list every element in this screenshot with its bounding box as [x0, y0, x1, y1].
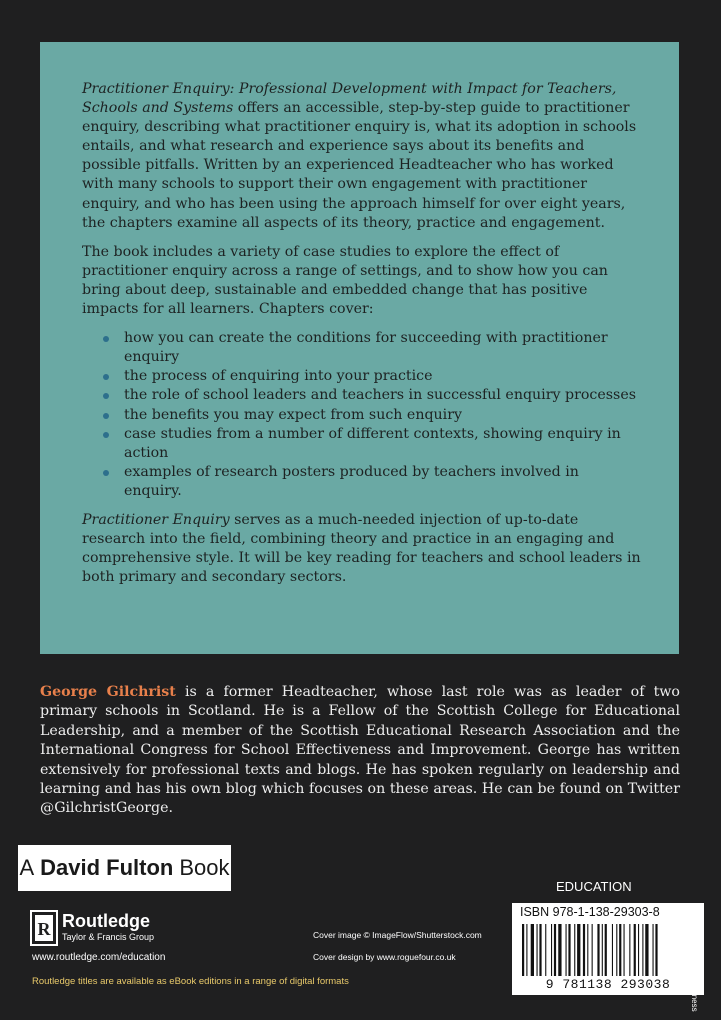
barcode-bar [539, 924, 541, 976]
list-item: the role of school leaders and teachers in successful enquiry processes [124, 386, 641, 405]
barcode-number: 9 781138 293038 [545, 977, 671, 992]
barcode-bar [522, 924, 524, 976]
isbn-label: ISBN 978-1-138-29303-8 [520, 905, 660, 919]
intro-book-title: Practitioner Enquiry: Professional Development with Impact for Teachers, Schools and Systems [82, 81, 617, 117]
barcode-bar [545, 924, 546, 976]
barcode-bar [558, 924, 561, 976]
logo-letter: R [37, 919, 51, 939]
barcode-bar [605, 924, 607, 976]
barcode-bar [597, 924, 599, 976]
barcode-bar [634, 924, 636, 976]
barcode-bar [612, 924, 613, 976]
barcode-bar [583, 924, 585, 976]
blurb-closing [82, 511, 641, 587]
ebook-note: Routledge titles are available as eBook editions in a range of digital formats [32, 976, 349, 987]
informa-tagline: an informa business [690, 940, 699, 1012]
imprint-prefix: A [19, 855, 35, 880]
barcode-bar [574, 924, 575, 976]
barcode-bar [655, 924, 657, 976]
author-name: George Gilchrist [40, 684, 176, 700]
list-item: the benefits you may expect from such enquiry [124, 406, 641, 425]
publisher-url[interactable]: www.routledge.com/education [32, 952, 166, 963]
barcode-bar [537, 924, 538, 976]
barcode-bar [551, 924, 552, 976]
closing-text: serves as a much-needed injection of up-to-date research into the field, combining theory and practice in an engaging and comprehensive style. It will be key reading for teachers and school leaders in both primary and secondary sectors. [82, 511, 641, 586]
publisher-group: Taylor & Francis Group [62, 932, 155, 942]
barcode-bar [653, 924, 654, 976]
barcode-bar [592, 924, 593, 976]
chapter-list [82, 329, 641, 501]
cover-design-credit: Cover design by www.roguefour.co.uk [313, 952, 456, 962]
barcode-bar [577, 924, 580, 976]
barcode-bar [531, 924, 534, 976]
list-item: case studies from a number of different contexts, showing enquiry in action [124, 425, 641, 463]
barcode-bar [642, 924, 643, 976]
list-item: examples of research posters produced by teachers involved in enquiry. [124, 463, 641, 501]
barcode-bar [587, 924, 588, 976]
publisher-name: Routledge [62, 911, 150, 931]
barcode-panel [512, 903, 704, 995]
bio-text: is a former Headteacher, whose last role was as leader of two primary schools in Scotland. He is a Fellow of the Scottish College for Educational Leadership, and a member of the Scottish Educational Research Association and the International Congress for School Effectiveness and Improvement. George has written extensively for professional texts and blogs. He has spoken regularly on leadership and learning and has his own blog which focuses on these areas. He can be found on Twitter @GilchristGeorge. [40, 684, 680, 817]
barcode-bar [616, 924, 617, 976]
barcode-icon [520, 924, 696, 976]
blurb-paragraph-2: The book includes a variety of case studies to explore the effect of practitioner enquiry across a range of settings, and to show how you can bring about deep, sustainable and embedded change that has positive impacts for all learners. Chapters cover: [82, 243, 608, 318]
barcode-bar [624, 924, 625, 976]
barcode-bar [629, 924, 630, 976]
blurb-intro [82, 80, 641, 233]
imprint-name: David Fulton [40, 855, 174, 880]
routledge-logo-icon [30, 910, 58, 946]
barcode-bar [638, 924, 639, 976]
barcode-bar [568, 924, 570, 976]
list-item: how you can create the conditions for succeeding with practitioner enquiry [124, 329, 641, 367]
imprint-badge [18, 845, 231, 891]
barcode-bar [566, 924, 567, 976]
author-bio [40, 683, 680, 819]
barcode-bar [619, 924, 621, 976]
closing-book-title: Practitioner Enquiry [82, 511, 230, 528]
barcode-bar [526, 924, 527, 976]
barcode-bar [602, 924, 603, 976]
intro-text: offers an accessible, step-by-step guide to practitioner enquiry, describing what practitioner enquiry is, what its adoption in schools entails, and what research and experience says about its benefits and possible pitfalls. Written by an experienced Headteacher who has worked with many schools to support their own engagement with practitioner enquiry, and who has been using the approach himself for over eight years, the chapters examine all aspects of its theory, practice and engagement. [82, 100, 637, 231]
barcode-bar [554, 924, 556, 976]
blurb-panel [40, 42, 679, 654]
subject-category: EDUCATION [556, 879, 632, 894]
imprint-suffix: Book [179, 855, 230, 880]
barcode-bar [645, 924, 648, 976]
list-item: the process of enquiring into your practice [124, 367, 641, 386]
cover-image-credit: Cover image © ImageFlow/Shutterstock.com [313, 930, 482, 940]
